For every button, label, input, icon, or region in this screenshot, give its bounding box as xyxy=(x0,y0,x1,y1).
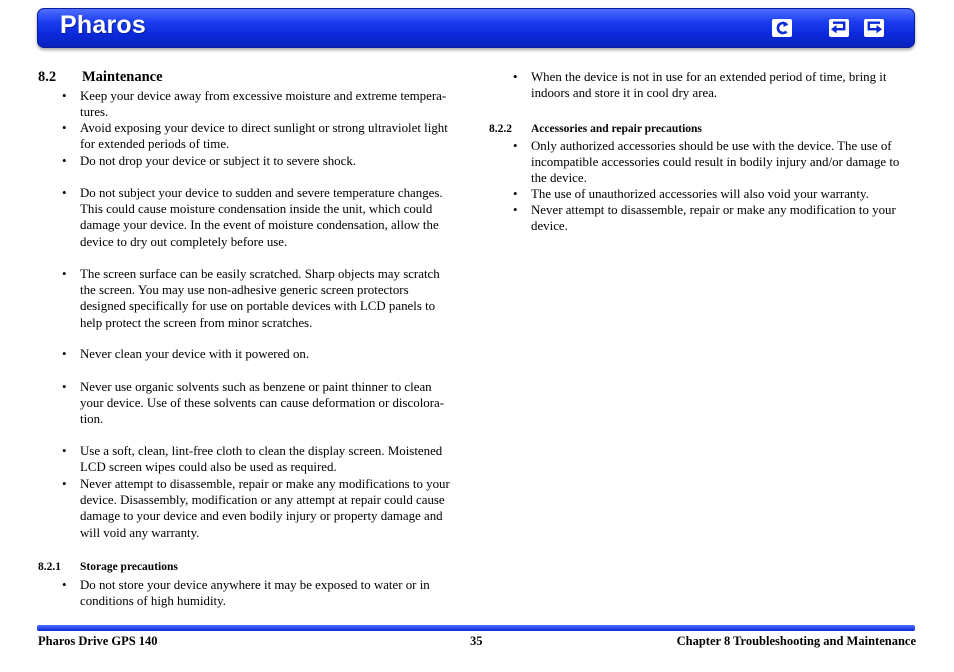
back-button[interactable] xyxy=(772,19,792,37)
bullet-dot: • xyxy=(62,444,67,458)
previous-page-icon xyxy=(829,19,849,37)
storage-title: Storage precautions xyxy=(80,561,178,573)
bullet-line: designed specifically for use on portable devices with LCD panels to xyxy=(80,299,436,314)
bullet-item xyxy=(62,88,447,120)
bullet-line: Use a soft, clean, lint-free cloth to clean the display screen. Moistened xyxy=(80,444,443,458)
bullet-item xyxy=(62,379,445,428)
bullet-line: Never clean your device with it powered on. xyxy=(80,347,310,361)
bullet-item xyxy=(513,186,869,202)
bullet-line: for extended periods of time. xyxy=(80,137,230,152)
bullet-item xyxy=(513,202,896,234)
storage-heading xyxy=(38,561,178,573)
section-heading xyxy=(38,69,163,86)
bullet-line: Never attempt to disassemble, repair or make any modifications to your xyxy=(80,477,450,491)
bullet-line: the device. xyxy=(531,171,587,186)
bullet-item xyxy=(62,443,443,475)
previous-page-button[interactable] xyxy=(829,19,849,37)
bullet-line: conditions of high humidity. xyxy=(80,594,226,609)
bullet-line: The screen surface can be easily scratched. Sharp objects may scratch xyxy=(80,267,440,281)
header-bar xyxy=(37,8,915,48)
next-page-button[interactable] xyxy=(864,19,884,37)
bullet-line: device to dry out completely before use. xyxy=(80,234,288,249)
section-number: 8.2 xyxy=(38,69,57,85)
footer-chapter-title: Chapter 8 Troubleshooting and Maintenance xyxy=(676,634,916,648)
bullet-line: device. Disassembly, modification or any attempt at repair could cause xyxy=(80,493,445,508)
section-title: Maintenance xyxy=(82,69,163,85)
bullet-line: damage your device. In the event of moisture condensation, allow the xyxy=(80,218,439,233)
next-page-icon xyxy=(864,19,884,37)
bullet-line: help protect the screen from minor scratches. xyxy=(80,315,313,330)
bullet-line: Never attempt to disassemble, repair or make any modification to your xyxy=(531,203,896,217)
bullet-line: tures. xyxy=(80,105,109,120)
bullet-item xyxy=(62,346,310,362)
bullet-line: Keep your device away from excessive moisture and extreme tempera- xyxy=(80,89,447,103)
bullet-line: the screen. You may use non-adhesive generic screen protectors xyxy=(80,283,409,298)
bullet-item xyxy=(62,266,440,331)
storage-number: 8.2.1 xyxy=(38,561,61,573)
bullet-dot: • xyxy=(62,154,67,168)
footer-rule xyxy=(37,625,915,631)
bullet-line: Do not subject your device to sudden and severe temperature changes. xyxy=(80,186,443,200)
bullet-dot: • xyxy=(513,187,518,201)
bullet-item xyxy=(62,153,357,169)
bullet-line: damage to your device and even bodily injury or property damage and xyxy=(80,509,443,524)
bullet-item xyxy=(62,120,448,152)
bullet-line: Never use organic solvents such as benzene or paint thinner to clean xyxy=(80,380,432,394)
bullet-item xyxy=(513,138,900,187)
bullet-dot: • xyxy=(62,380,67,394)
bullet-item xyxy=(62,577,430,609)
bullet-dot: • xyxy=(62,347,67,361)
bullet-line: your device. Use of these solvents can cause deformation or discolora- xyxy=(80,396,445,411)
bullet-dot: • xyxy=(513,203,518,217)
bullet-line: incompatible accessories could result in bodily injury and/or damage to xyxy=(531,155,900,170)
bullet-line: indoors and store it in cool dry area. xyxy=(531,86,718,101)
bullet-dot: • xyxy=(62,121,67,135)
bullet-line: This could cause moisture condensation inside the unit, which could xyxy=(80,202,433,217)
bullet-line: tion. xyxy=(80,412,104,427)
bullet-dot: • xyxy=(62,267,67,281)
bullet-line: Avoid exposing your device to direct sunlight or strong ultraviolet light xyxy=(80,121,448,135)
brand-logo: Pharos xyxy=(60,11,146,39)
bullet-line: The use of unauthorized accessories will also void your warranty. xyxy=(531,187,869,201)
bullet-line: LCD screen wipes could also be used as required. xyxy=(80,460,337,475)
bullet-dot: • xyxy=(513,70,518,84)
footer-product-name: Pharos Drive GPS 140 xyxy=(38,634,158,648)
back-icon xyxy=(772,19,792,37)
bullet-line: device. xyxy=(531,219,568,234)
bullet-line: Do not store your device anywhere it may be exposed to water or in xyxy=(80,578,430,592)
bullet-line: Do not drop your device or subject it to severe shock. xyxy=(80,154,357,168)
bullet-dot: • xyxy=(62,578,67,592)
bullet-dot: • xyxy=(62,477,67,491)
bullet-item xyxy=(513,69,887,101)
accessories-title: Accessories and repair precautions xyxy=(531,123,702,135)
accessories-heading xyxy=(489,123,702,135)
bullet-dot: • xyxy=(513,139,518,153)
bullet-dot: • xyxy=(62,186,67,200)
bullet-line: Only authorized accessories should be use with the device. The use of xyxy=(531,139,892,153)
bullet-line: When the device is not in use for an extended period of time, bring it xyxy=(531,70,887,84)
bullet-line: will void any warranty. xyxy=(80,525,200,540)
accessories-number: 8.2.2 xyxy=(489,123,512,135)
bullet-dot: • xyxy=(62,89,67,103)
bullet-item xyxy=(62,185,443,250)
page-number: 35 xyxy=(470,634,483,648)
bullet-item xyxy=(62,476,450,541)
